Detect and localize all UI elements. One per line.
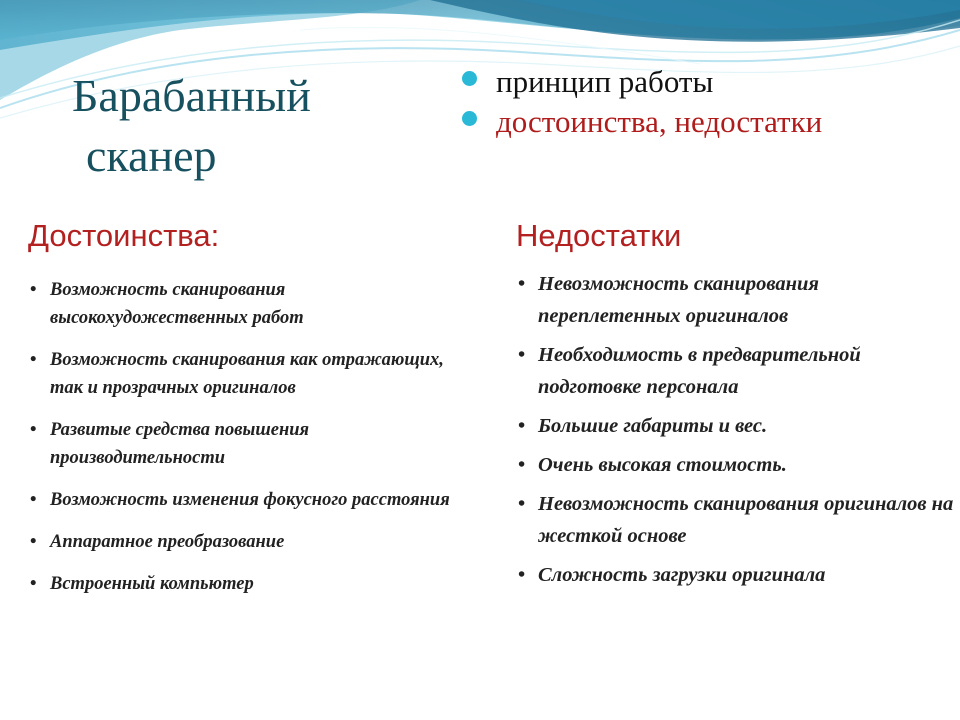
bullet-icon: • [518,344,526,366]
disadvantages-heading: Недостатки [516,218,682,253]
list-item-text: Очень высокая стоимость. [538,454,787,476]
list-item [28,416,458,472]
slide-title-line1: Барабанный [72,70,311,121]
list-item [516,488,956,552]
bullet-icon: • [30,532,37,552]
list-item-text: Возможность сканирования высокохудожественных работ [50,280,304,328]
list-item-text: Аппаратное преобразование [50,532,285,552]
list-item [28,528,458,556]
bullet-icon: • [30,574,37,594]
list-item-text: Большие габариты и вес. [538,415,768,437]
list-item-text: Развитые средства повышения производительности [50,420,310,468]
bullet-icon: • [518,273,526,295]
slide-title [72,66,311,186]
topic-item-pros-cons [458,102,822,142]
list-item-text: Возможность сканирования как отражающих, так и прозрачных оригиналов [50,350,444,398]
list-item [516,339,956,403]
topic-item-principle [458,62,822,102]
advantages-list [28,276,458,612]
bullet-icon: • [518,564,526,586]
disadvantages-list [516,268,956,598]
list-item [28,570,458,598]
bullet-icon: • [518,415,526,437]
list-item-text: Невозможность сканирования переплетенных оригиналов [538,273,819,327]
list-item-text: Невозможность сканирования оригиналов на жесткой основе [538,493,954,547]
list-item [28,346,458,402]
list-item-text: Сложность загрузки оригинала [538,564,826,586]
list-item [516,268,956,332]
bullet-icon: • [30,490,37,510]
topic-list [458,62,822,142]
bullet-dot-icon [462,71,477,86]
bullet-icon: • [30,350,37,370]
topic-label: достоинства, недостатки [496,104,823,139]
bullet-icon: • [518,493,526,515]
list-item-text: Необходимость в предварительной подготовке персонала [538,344,861,398]
bullet-dot-icon [462,111,477,126]
list-item [28,276,458,332]
advantages-heading: Достоинства: [28,218,220,253]
list-item [516,559,956,591]
list-item [516,410,956,442]
bullet-icon: • [30,280,37,300]
bullet-icon: • [30,420,37,440]
list-item [28,486,458,514]
slide-title-line2: сканер [86,130,217,181]
list-item [516,449,956,481]
list-item-text: Встроенный компьютер [50,574,254,594]
topic-label: принцип работы [496,64,714,99]
list-item-text: Возможность изменения фокусного расстояния [50,490,450,510]
bullet-icon: • [518,454,526,476]
